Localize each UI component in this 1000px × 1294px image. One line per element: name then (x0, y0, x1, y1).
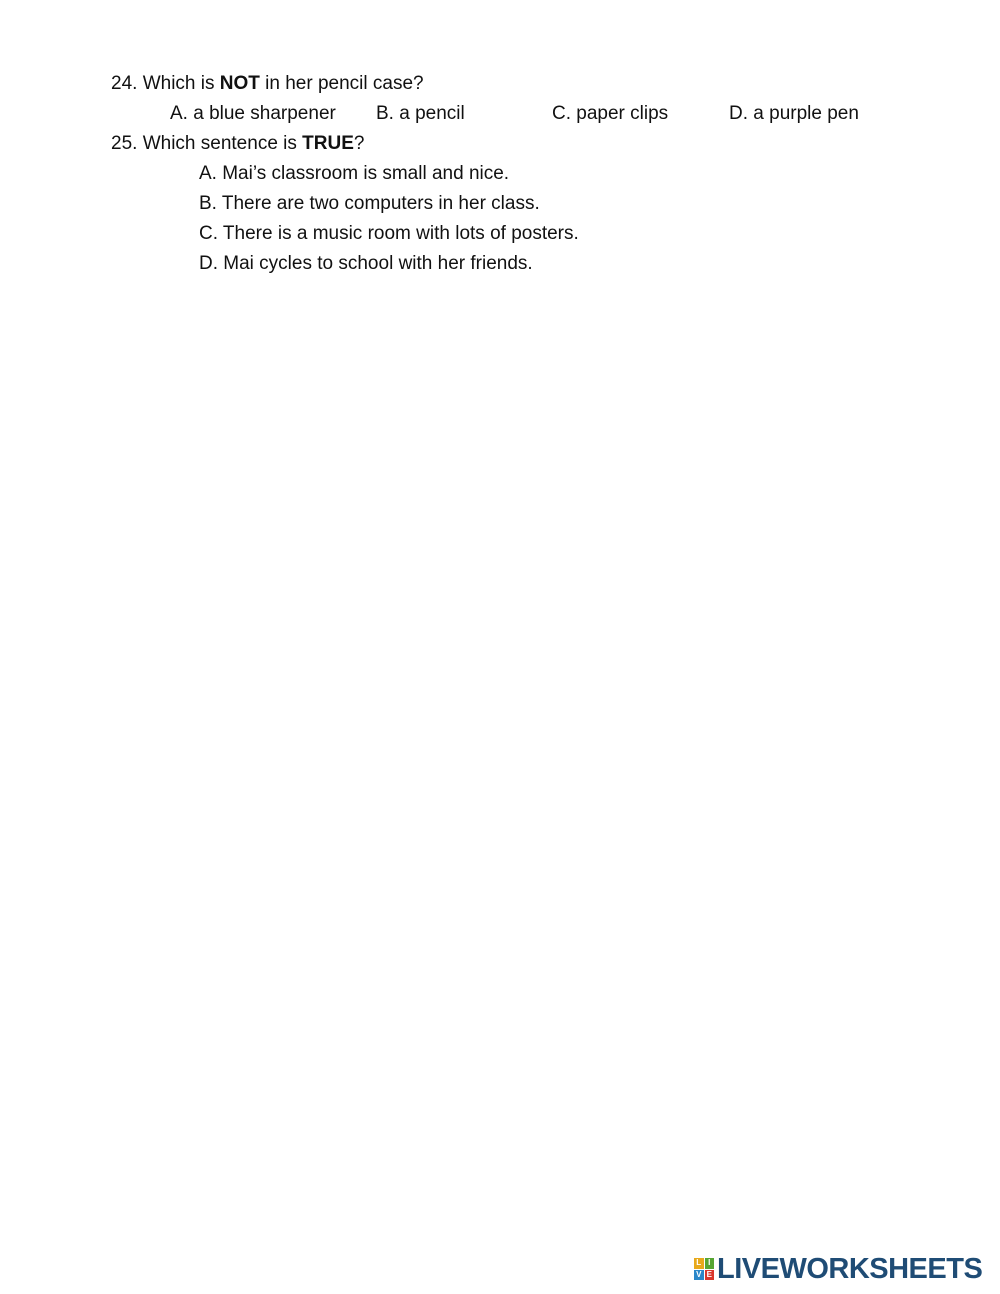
logo-text: LIVEWORKSHEETS (717, 1253, 983, 1285)
question-25-option-a: A. Mai’s classroom is small and nice. (199, 163, 510, 184)
question-25-option-d: D. Mai cycles to school with her friends. (199, 253, 533, 274)
question-24-option-a: A. a blue sharpener (170, 103, 336, 124)
question-24 (111, 72, 424, 96)
question-24-emphasis: NOT (219, 73, 260, 94)
logo-mark-icon: L I V E (694, 1258, 714, 1280)
question-24-number: 24. (111, 73, 138, 94)
question-25-prefix: Which sentence is (137, 133, 303, 154)
question-25-number: 25. (111, 133, 138, 154)
question-24-option-c: C. paper clips (552, 103, 669, 124)
question-25-emphasis: TRUE (302, 133, 354, 154)
question-24-option-b: B. a pencil (376, 103, 465, 124)
question-25 (111, 132, 364, 156)
question-24-prefix: Which is (137, 73, 220, 94)
question-24-option-d: D. a purple pen (729, 103, 859, 124)
liveworksheets-logo (694, 1255, 982, 1283)
question-25-option-b: B. There are two computers in her class. (199, 193, 540, 214)
question-25-option-c: C. There is a music room with lots of posters. (199, 223, 579, 244)
question-24-suffix: in her pencil case? (259, 73, 424, 94)
question-25-suffix: ? (353, 133, 365, 154)
